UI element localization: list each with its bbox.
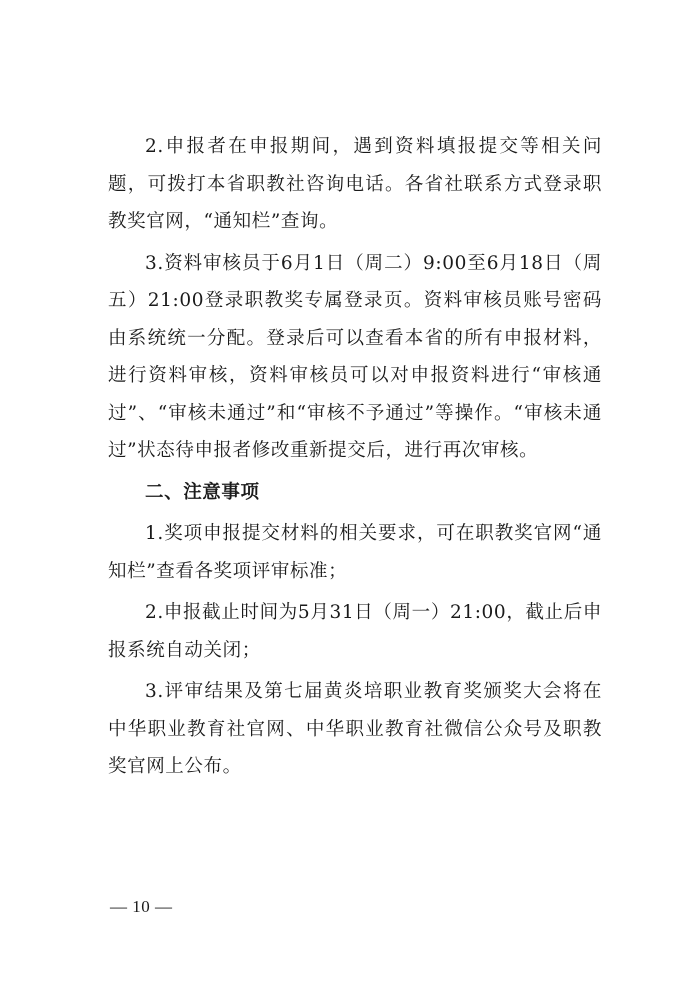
- paragraph-reviewer: 3.资料审核员于6月1日（周二）9:00至6月18日（周五）21:00登录职教奖专属登录页。资料审核员账号密码由系统统一分配。登录后可以查看本省的所有申报材料，进行资料审核，资料审核员可以对申报资料进行“审核通过”、“审核未通过”和“审核不予通过”等操作。“审核未通过”状态待申报者修改重新提交后，进行再次审核。: [108, 252, 602, 461]
- paragraph-notice-1: 1.奖项申报提交材料的相关要求，可在职教奖官网“通知栏”查看各奖项评审标准；: [108, 523, 602, 582]
- document-body: [108, 128, 602, 790]
- paragraph-notice-3: 3.评审结果及第七届黄炎培职业教育奖颁奖大会将在中华职业教育社官网、中华职业教育社微信公众号及职教奖官网上公布。: [108, 681, 602, 777]
- section-heading: 二、注意事项: [145, 481, 260, 503]
- page-number: — 10 —: [110, 897, 173, 916]
- paragraph-notice-2: 2.申报截止时间为5月31日（周一）21:00，截止后申报系统自动关闭；: [108, 602, 602, 661]
- paragraph-consultation: 2.申报者在申报期间，遇到资料填报提交等相关问题，可拨打本省职教社咨询电话。各省社联系方式登录职教奖官网，“通知栏”查询。: [108, 136, 602, 232]
